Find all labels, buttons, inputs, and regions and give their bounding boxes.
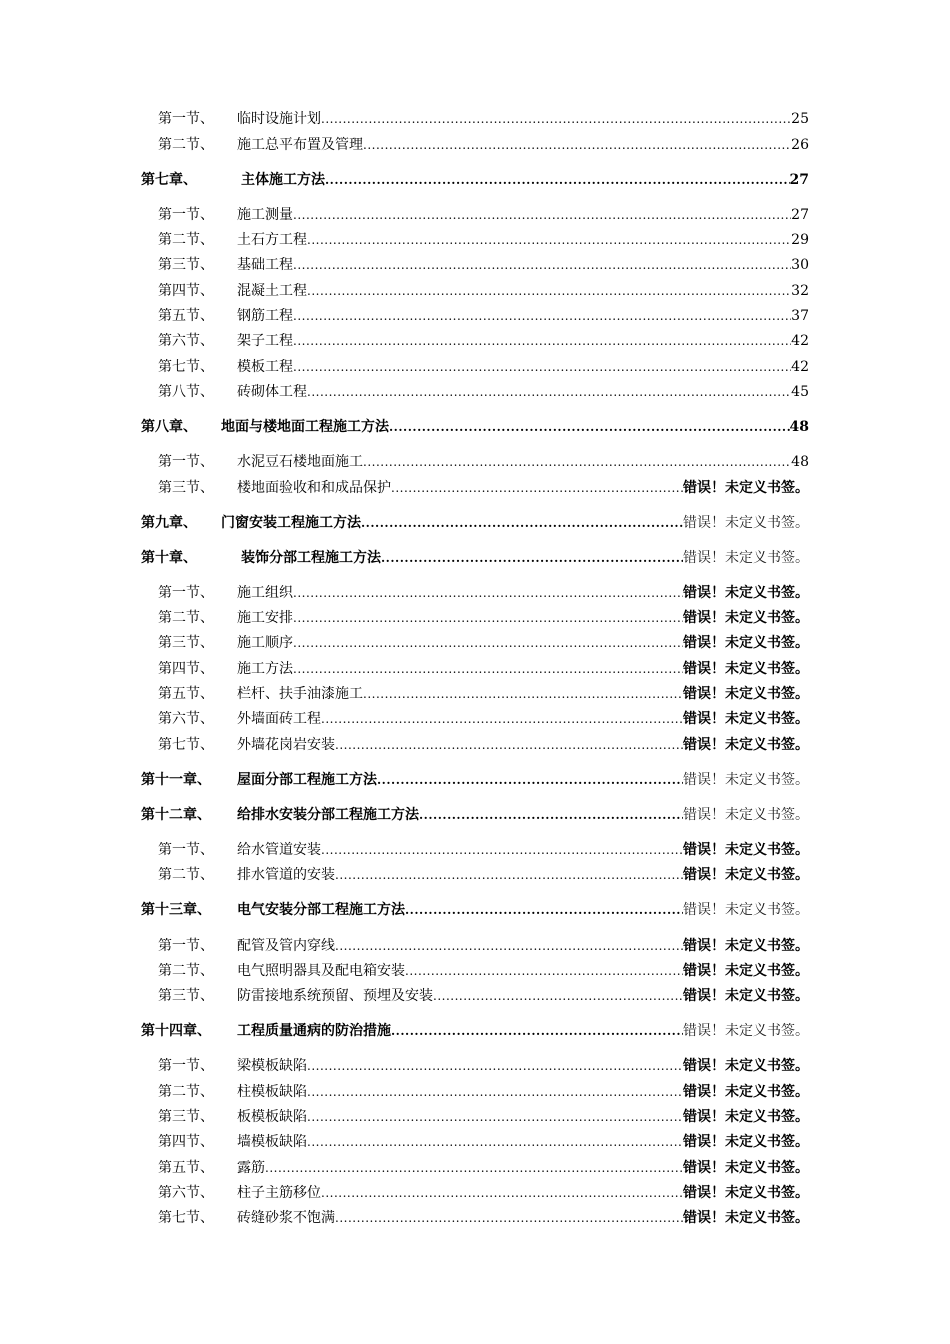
toc-section-entry[interactable] (141, 471, 809, 496)
toc-section-entry[interactable] (141, 274, 809, 299)
toc-leader-dots (335, 868, 683, 884)
toc-entry-number: 第一节、 (158, 111, 214, 128)
toc-section-entry[interactable] (141, 128, 809, 153)
toc-section-entry[interactable] (141, 728, 809, 753)
toc-section-entry[interactable] (141, 376, 809, 401)
toc-section-entry[interactable] (141, 955, 809, 980)
toc-entry-number: 第一节、 (158, 937, 214, 954)
toc-entry-number: 第二节、 (158, 136, 214, 153)
toc-entry-number: 第十三章、 (141, 902, 211, 919)
toc-leader-dots (335, 1211, 683, 1227)
toc-leader-dots (321, 712, 683, 728)
toc-entry-title: 给排水安装分部工程施工方法 (237, 806, 419, 823)
toc-page-number: 32 (791, 282, 809, 299)
toc-entry-title: 楼地面验收和和成品保护 (237, 479, 391, 496)
toc-entry-title: 柱模板缺陷 (237, 1083, 307, 1100)
toc-leader-dots (293, 636, 683, 652)
toc-section-entry[interactable] (141, 446, 809, 471)
toc-leader-dots (325, 173, 790, 189)
toc-entry-number: 第五节、 (158, 686, 214, 703)
toc-entry-title: 栏杆、扶手油漆施工 (237, 686, 363, 703)
toc-section-entry[interactable] (141, 1151, 809, 1176)
toc-page-number: 42 (791, 358, 809, 375)
toc-leader-dots (307, 385, 791, 401)
toc-entry-number: 第三节、 (158, 988, 214, 1005)
toc-entry-title: 砖缝砂浆不饱满 (237, 1210, 335, 1227)
toc-entry-title: 钢筋工程 (237, 308, 293, 325)
toc-leader-dots (293, 360, 791, 376)
toc-entry-number: 第二节、 (158, 962, 214, 979)
toc-entry-number: 第三节、 (158, 257, 214, 274)
toc-page-number: 48 (789, 418, 809, 435)
toc-leader-dots (335, 939, 683, 955)
toc-page-number: 错误！未定义书签。 (683, 479, 809, 496)
toc-page-number: 错误！未定义书签。 (683, 711, 809, 728)
toc-entry-title: 施工总平布置及管理 (237, 136, 363, 153)
toc-section-entry[interactable] (141, 1126, 809, 1151)
toc-entry-title: 门窗安装工程施工方法 (221, 514, 361, 531)
toc-entry-title: 墙模板缺陷 (237, 1134, 307, 1151)
toc-page-number: 45 (791, 383, 809, 400)
toc-leader-dots (293, 208, 791, 224)
toc-page-number: 错误！未定义书签。 (683, 988, 809, 1005)
toc-leader-dots (381, 551, 683, 567)
toc-page-number: 错误！未定义书签。 (683, 686, 809, 703)
toc-section-entry[interactable] (141, 325, 809, 350)
toc-section-entry[interactable] (141, 1075, 809, 1100)
toc-entry-number: 第七节、 (158, 1210, 214, 1227)
toc-page-number: 错误！未定义书签。 (683, 635, 809, 652)
toc-leader-dots (419, 808, 683, 824)
toc-page-number: 错误！未定义书签。 (683, 962, 809, 979)
toc-page-number: 27 (791, 206, 809, 223)
toc-leader-dots (405, 903, 683, 919)
toc-leader-dots (293, 309, 791, 325)
toc-page-number: 错误！未定义书签。 (683, 584, 809, 601)
toc-chapter-entry[interactable] (141, 894, 809, 919)
toc-leader-dots (293, 586, 683, 602)
toc-section-entry[interactable] (141, 224, 809, 249)
toc-leader-dots (307, 1059, 683, 1075)
toc-leader-dots (307, 284, 791, 300)
toc-entry-number: 第一节、 (158, 584, 214, 601)
toc-page-number: 错误！未定义书签。 (683, 1058, 809, 1075)
toc-entry-title: 施工组织 (237, 584, 293, 601)
toc-leader-dots (389, 420, 790, 436)
toc-leader-dots (361, 516, 683, 532)
toc-page-number: 错误！未定义书签。 (683, 1109, 809, 1126)
toc-entry-number: 第五节、 (158, 308, 214, 325)
toc-entry-title: 装饰分部工程施工方法 (241, 549, 381, 566)
toc-entry-number: 第十二章、 (141, 806, 211, 823)
toc-chapter-entry[interactable] (141, 764, 809, 789)
toc-entry-title: 架子工程 (237, 333, 293, 350)
toc-entry-number: 第六节、 (158, 711, 214, 728)
toc-page-number: 错误！未定义书签。 (683, 1184, 809, 1201)
toc-leader-dots (391, 1024, 683, 1040)
toc-page-number: 错误！未定义书签。 (683, 660, 809, 677)
toc-section-entry[interactable] (141, 980, 809, 1005)
toc-page-number: 错误！未定义书签。 (683, 1159, 809, 1176)
toc-page-number: 错误！未定义书签。 (683, 771, 809, 788)
toc-page-number: 错误！未定义书签。 (683, 549, 809, 566)
toc-entry-number: 第五节、 (158, 1159, 214, 1176)
toc-entry-number: 第一节、 (158, 1058, 214, 1075)
toc-entry-title: 梁模板缺陷 (237, 1058, 307, 1075)
toc-chapter-entry[interactable] (141, 799, 809, 824)
toc-leader-dots (321, 112, 791, 128)
toc-leader-dots (321, 1186, 683, 1202)
toc-entry-number: 第十一章、 (141, 771, 211, 788)
toc-entry-title: 屋面分部工程施工方法 (237, 771, 377, 788)
toc-entry-title: 工程质量通病的防治措施 (237, 1023, 391, 1040)
toc-section-entry[interactable] (141, 103, 809, 128)
toc-entry-number: 第二节、 (158, 232, 214, 249)
toc-entry-number: 第七节、 (158, 736, 214, 753)
toc-page-number: 错误！未定义书签。 (683, 841, 809, 858)
toc-entry-title: 露筋 (237, 1159, 265, 1176)
toc-entry-title: 施工方法 (237, 660, 293, 677)
toc-section-entry[interactable] (141, 703, 809, 728)
toc-entry-title: 给水管道安装 (237, 841, 321, 858)
toc-entry-title: 砖砌体工程 (237, 383, 307, 400)
toc-entry-title: 电气安装分部工程施工方法 (237, 902, 405, 919)
toc-entry-number: 第八节、 (158, 383, 214, 400)
toc-section-entry[interactable] (141, 1050, 809, 1075)
toc-entry-number: 第十章、 (141, 549, 197, 566)
toc-leader-dots (307, 1135, 683, 1151)
toc-leader-dots (293, 334, 791, 350)
toc-entry-number: 第二节、 (158, 1083, 214, 1100)
toc-entry-number: 第四节、 (158, 1134, 214, 1151)
toc-leader-dots (433, 989, 683, 1005)
toc-entry-number: 第九章、 (141, 514, 197, 531)
toc-page-number: 错误！未定义书签。 (683, 902, 809, 919)
toc-page-number: 错误！未定义书签。 (683, 1134, 809, 1151)
toc-entry-number: 第四节、 (158, 282, 214, 299)
toc-section-entry[interactable] (141, 199, 809, 224)
toc-leader-dots (307, 1085, 683, 1101)
toc-chapter-entry[interactable] (141, 507, 809, 532)
toc-page-number: 错误！未定义书签。 (683, 1083, 809, 1100)
toc-entry-title: 临时设施计划 (237, 111, 321, 128)
toc-leader-dots (293, 611, 683, 627)
toc-page-number: 30 (791, 257, 809, 274)
toc-page-number: 错误！未定义书签。 (683, 514, 809, 531)
toc-page-number: 错误！未定义书签。 (683, 736, 809, 753)
toc-leader-dots (363, 138, 791, 154)
toc-entry-title: 配管及管内穿线 (237, 937, 335, 954)
toc-entry-title: 板模板缺陷 (237, 1109, 307, 1126)
toc-entry-title: 外墙花岗岩安装 (237, 736, 335, 753)
toc-section-entry[interactable] (141, 300, 809, 325)
toc-page-number: 错误！未定义书签。 (683, 1023, 809, 1040)
toc-entry-title: 排水管道的安装 (237, 867, 335, 884)
toc-section-entry[interactable] (141, 350, 809, 375)
toc-entry-title: 外墙面砖工程 (237, 711, 321, 728)
toc-leader-dots (307, 1110, 683, 1126)
toc-entry-number: 第十四章、 (141, 1023, 211, 1040)
toc-entry-title: 模板工程 (237, 358, 293, 375)
toc-page-number: 42 (791, 333, 809, 350)
toc-page-number: 37 (791, 308, 809, 325)
toc-leader-dots (391, 481, 683, 497)
toc-entry-number: 第二节、 (158, 867, 214, 884)
toc-page-number: 29 (791, 232, 809, 249)
toc-page-number: 错误！未定义书签。 (683, 1210, 809, 1227)
toc-leader-dots (265, 1161, 683, 1177)
toc-section-entry[interactable] (141, 577, 809, 602)
toc-entry-number: 第六节、 (158, 1184, 214, 1201)
toc-leader-dots (377, 773, 683, 789)
toc-page-number: 错误！未定义书签。 (683, 610, 809, 627)
toc-section-entry[interactable] (141, 678, 809, 703)
toc-section-entry[interactable] (141, 834, 809, 859)
toc-entry-title: 基础工程 (237, 257, 293, 274)
toc-entry-number: 第一节、 (158, 841, 214, 858)
toc-entry-number: 第七节、 (158, 358, 214, 375)
toc-leader-dots (307, 233, 791, 249)
toc-leader-dots (293, 258, 791, 274)
toc-section-entry[interactable] (141, 1177, 809, 1202)
toc-section-entry[interactable] (141, 249, 809, 274)
toc-leader-dots (321, 843, 683, 859)
toc-entry-number: 第四节、 (158, 660, 214, 677)
toc-entry-title: 防雷接地系统预留、预埋及安装 (237, 988, 433, 1005)
toc-section-entry[interactable] (141, 1202, 809, 1227)
toc-chapter-entry[interactable] (141, 542, 809, 567)
toc-entry-number: 第三节、 (158, 479, 214, 496)
toc-chapter-entry[interactable] (141, 164, 809, 189)
table-of-contents (141, 103, 809, 1227)
toc-entry-title: 水泥豆石楼地面施工 (237, 454, 363, 471)
toc-leader-dots (405, 964, 683, 980)
toc-entry-number: 第二节、 (158, 610, 214, 627)
toc-page-number: 48 (791, 454, 809, 471)
toc-entry-number: 第一节、 (158, 206, 214, 223)
toc-chapter-entry[interactable] (141, 1015, 809, 1040)
toc-entry-title: 柱子主筋移位 (237, 1184, 321, 1201)
toc-section-entry[interactable] (141, 652, 809, 677)
toc-section-entry[interactable] (141, 1101, 809, 1126)
toc-entry-title: 电气照明器具及配电箱安装 (237, 962, 405, 979)
toc-page-number: 27 (789, 171, 809, 188)
toc-leader-dots (293, 662, 683, 678)
toc-page-number: 错误！未定义书签。 (683, 867, 809, 884)
toc-chapter-entry[interactable] (141, 411, 809, 436)
toc-page-number: 错误！未定义书签。 (683, 937, 809, 954)
toc-entry-title: 地面与楼地面工程施工方法 (221, 418, 389, 435)
toc-section-entry[interactable] (141, 602, 809, 627)
toc-entry-number: 第一节、 (158, 454, 214, 471)
toc-entry-title: 施工测量 (237, 206, 293, 223)
toc-leader-dots (363, 455, 791, 471)
toc-entry-title: 土石方工程 (237, 232, 307, 249)
toc-entry-number: 第八章、 (141, 418, 197, 435)
toc-entry-number: 第六节、 (158, 333, 214, 350)
toc-entry-title: 施工顺序 (237, 635, 293, 652)
toc-page-number: 错误！未定义书签。 (683, 806, 809, 823)
toc-section-entry[interactable] (141, 627, 809, 652)
toc-leader-dots (335, 738, 683, 754)
toc-entry-number: 第七章、 (141, 171, 197, 188)
toc-entry-number: 第三节、 (158, 1109, 214, 1126)
toc-section-entry[interactable] (141, 859, 809, 884)
toc-entry-title: 混凝土工程 (237, 282, 307, 299)
toc-page-number: 26 (791, 136, 809, 153)
toc-entry-title: 主体施工方法 (241, 171, 325, 188)
toc-page-number: 25 (791, 111, 809, 128)
toc-entry-number: 第三节、 (158, 635, 214, 652)
toc-leader-dots (363, 687, 683, 703)
toc-entry-title: 施工安排 (237, 610, 293, 627)
toc-section-entry[interactable] (141, 929, 809, 954)
